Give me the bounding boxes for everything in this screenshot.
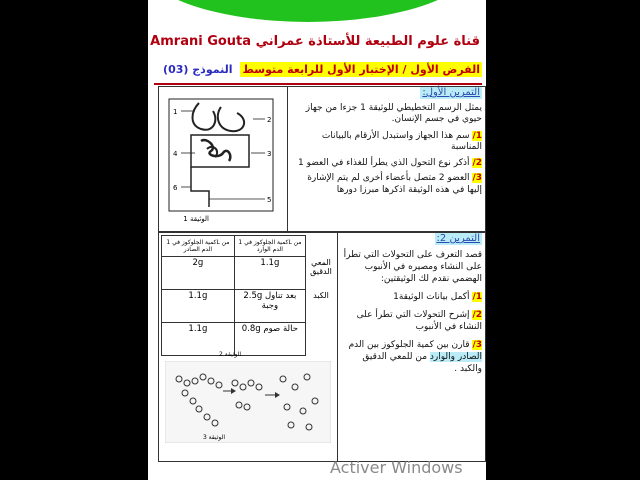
- figure-number-2: 2: [267, 116, 272, 124]
- table-row: [162, 290, 337, 323]
- exercise1-heading: التمرين الأول:: [422, 87, 480, 98]
- exercise2-intro: قصد التعرف على التحولات التي تطرأ على النشاء ومصيره في الأنبوب الهضمي نقدم لك الوثيقتين:: [343, 250, 482, 284]
- figure1-caption: الوثيقة 1: [183, 215, 209, 223]
- figure-number-3: 3: [267, 150, 272, 158]
- starch-digestion-diagram: [165, 361, 331, 443]
- channel-title: قناة علوم الطبيعة للأستاذة عمراني Amrani Gouta: [150, 34, 480, 49]
- figure-number-6: 6: [173, 184, 178, 192]
- col-in-header: كمية الجلوكوز في 1L من الدم الوارد: [234, 236, 305, 257]
- exercise2-q3-b: من للمعي الدقيق والكبد .: [362, 352, 482, 374]
- cell-out: 1.1g: [162, 323, 235, 356]
- exercise1-intro: يمثل الرسم التخطيطي للوثيقة 1 جزءا من جهاز حيوي في جسم الإنسان.: [305, 102, 482, 124]
- exercise1-q2: أذكر نوع التحول الذي يطرأ للغذاء في العضو 1: [297, 157, 470, 168]
- organ-header: [306, 236, 337, 257]
- cell-organ: الكبد: [313, 290, 329, 300]
- exercise2-q2-number: 2/: [472, 310, 482, 320]
- cell-in: 1.1g: [234, 257, 305, 290]
- test-title: الفرض الأول / الإختبار الأول للرابعة متوسط: [242, 62, 480, 76]
- document-page: [148, 0, 486, 480]
- test-subheader: [162, 58, 482, 80]
- exercise2-q3-highlight: الصادر والوارد: [429, 352, 482, 362]
- exercise1-box: [158, 86, 486, 232]
- cell-in: 0.8g حالة صوم: [234, 323, 305, 356]
- exercise2-box: [158, 232, 486, 462]
- glucose-table: [161, 235, 337, 356]
- exercise2-q1-number: 1/: [472, 292, 482, 302]
- digestive-system-figure: [159, 87, 288, 231]
- cell-out: 2g: [162, 257, 235, 290]
- exercise2-q2: إشرح التحولات التي تطرأ على النشاء في الأنبوب: [356, 310, 482, 332]
- figure-number-4: 4: [173, 150, 178, 158]
- exercise1-q1-number: 1/: [472, 130, 482, 141]
- table-row: [162, 323, 337, 356]
- exercise1-q3: العضو 2 متصل بأعضاء أخرى لم يتم الإشارة إليها في هذه الوثيقة اذكرها مبرزا دورها: [307, 173, 482, 195]
- cell-in: 2.5g بعد تناول وجبة: [234, 290, 305, 323]
- figure-number-1: 1: [173, 108, 178, 116]
- cell-out: 1.1g: [162, 290, 235, 323]
- exercise2-q3-number: 3/: [472, 340, 482, 350]
- header-divider: [154, 83, 482, 85]
- exercise2-q3-a: قارن بين كمية الجلوكوز بين الدم: [348, 340, 470, 350]
- header-decoration: [148, 0, 478, 22]
- col-out-header: كمية الجلوكوز في 1L من الدم الصادر: [162, 236, 235, 257]
- figure-number-5: 5: [267, 196, 272, 204]
- exercise1-text: [291, 87, 482, 196]
- exercise2-text: [341, 233, 482, 375]
- windows-activation-watermark: Activer Windows: [330, 458, 463, 477]
- digestive-diagram: [161, 89, 285, 229]
- exercise1-q2-number: 2/: [472, 157, 482, 168]
- exercise2-q1: أكمل بيانات الوثيقة1: [393, 292, 470, 302]
- exercise2-heading: التمرين 2:: [436, 233, 480, 244]
- model-label: النموذج (03): [163, 62, 233, 76]
- cell-organ: [306, 323, 337, 356]
- table-row: [162, 257, 337, 290]
- cell-organ: المعي الدقيق: [310, 257, 332, 276]
- figure2-caption: الوثيقة 2: [219, 351, 242, 358]
- exercise2-figures: [159, 233, 338, 461]
- exercise1-q3-number: 3/: [472, 173, 482, 183]
- exercise1-q1: سم هذا الجهاز واستبدل الأرقام بالبيانات المناسبة: [321, 130, 482, 152]
- figure3-caption: الوثيقة 3: [202, 434, 225, 441]
